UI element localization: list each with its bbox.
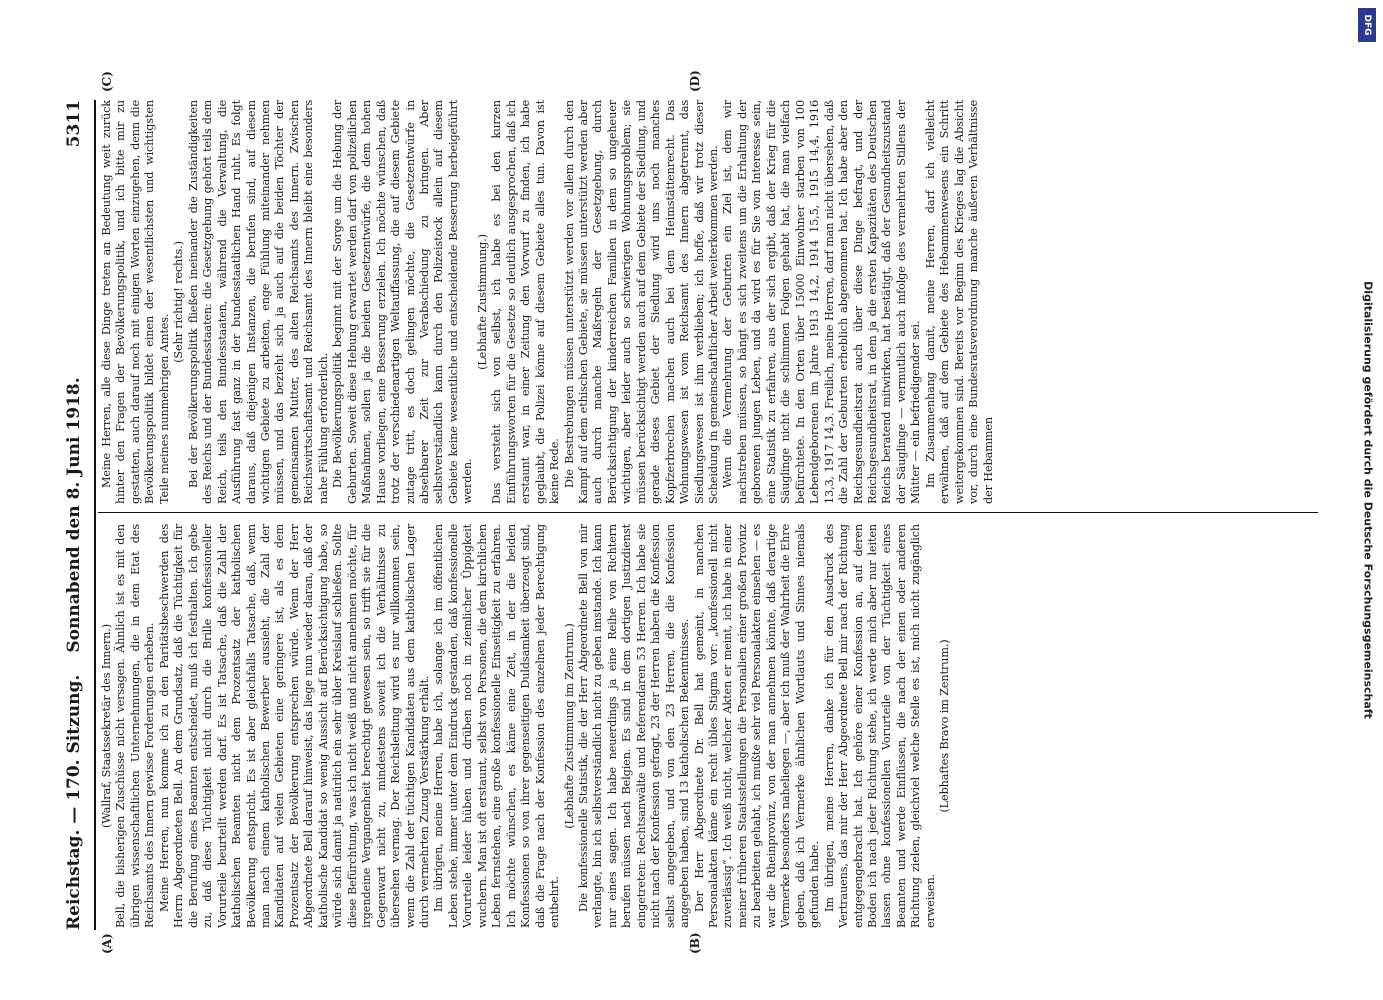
paragraph: (Wallraf, Staatssekretär des Innern.)	[100, 624, 113, 828]
paragraph: Im Zusammenhang damit, meine Herren, darf ich vielleicht erwähnen, daß auf dem Gebiete des Hebammenwesens ein Schritt weitergekommen sind. Bereits vor Beginn des Krieges lag die Absicht vor, durch eine Bundesratsverordnung manche äußeren Verhältnisse der Hebammen	[923, 100, 995, 504]
paragraph: Die Bevölkerungspolitik beginnt mit der Sorge um die Hebung der Geburten. Soweit diese Hebung erwartet werden darf von polizeilichen Maßnahmen, sollen ja die beiden Gesetzentwürfe, die dem hohen Hause vorliegen, eine Besserung erzielen. Ich möchte wünschen, daß trotz der verschiedenartigen Weltauffassung, die auf diesem Gebiete zutage tritt, es doch gelingen möchte, die Gesetzentwürfe in absehbarer Zeit zur Verabschiedung zu bringen. Aber selbstverständlich kann durch den Polizeistock allein auf diesem Gebiete keine wesentliche und entscheidende Besserung herbeigeführt werden.	[331, 100, 475, 504]
paragraph: (Lebhaftes Bravo im Zentrum.)	[938, 639, 952, 813]
paragraph: Bei der Bevölkerungspolitik fließen ineinander die Zuständigkeiten des Reichs und der Bundesstaaten: die Gesetzgebung gehört teils dem Reich, teils den Bundesstaaten, während die Verwaltung, die Ausführung fast ganz in der bundesstaatlichen Hand ruht. Es folgt daraus, daß diejenigen Instanzen, die berufen sind, auf diesem wichtigen Gebiete zu arbeiten, enge Fühlung miteinander nehmen müssen, und das bezieht sich ja auch auf die beiden Töchter der gemeinsamen Mutter, des alten Reichsamts des Innern. Zwischen Reichswirtschaftsamt und Reichsamt des Innern bleibt eine besonders nahe Fühlung erforderlich.	[186, 100, 330, 504]
paragraph: (Lebhafte Zustimmung.)	[475, 234, 489, 370]
left-column	[100, 524, 953, 928]
margin-marker-b: (B)	[688, 932, 702, 954]
margin-marker-d: (D)	[688, 70, 702, 92]
header-date: Sonnabend den 8. Juni 1918.	[64, 377, 84, 653]
paragraph: Wenn die Vermehrung der Geburten ein Ziel ist, dem wir nachstreben müssen, so hängt es sich zweitens um die Erhaltung der geborenen jungen Leben, und da wird es für Sie von Interesse sein, eine Statistik zu erfahren, aus der sich ergibt, daß der Krieg für die Säuglinge nicht die schlimmen Folgen gehabt hat, die man vielfach befürchtete. In den Orten über 15000 Einwohner starben von 100 Lebendgeborenen im Jahre 1913 14,2, 1914 15,5, 1915 14,4, 1916 13,3, 1917 14,3. Freilich, meine Herren, darf man nicht übersehen, daß die Zahl der Geburten erheblich abgenommen hat. Ich habe aber den Reichsgesundheitsrat auch über diese Dinge befragt, und der Reichsgesundheitsrat, in dem ja die ersten Kapazitäten des Deutschen Reichs beratend mitwirken, hat bestätigt, daß der Gesundheitszustand der Säuglinge — vermutlich auch infolge des vermehrten Stillens der Mütter — ein befriedigender sei.	[721, 100, 923, 504]
page-number: 5311	[64, 100, 84, 148]
header-rule	[94, 100, 96, 930]
right-column	[100, 100, 996, 504]
page-header	[64, 100, 94, 930]
paragraph: Im übrigen, meine Herren, habe ich, solange ich im öffentlichen Leben stehe, immer unter dem Eindruck gestanden, daß konfessionelle Vorurteile leider hüben und drüben noch in ziemlicher Üppigkeit wuchern. Man ist oft erstaunt, selbst von Personen, die dem kirchlichen Leben fernstehen, eine große konfessionelle Einseitigkeit zu erfahren. Ich möchte wünschen, es käme eine Zeit, in der die beiden Konfessionen so von ihrer gegenseitigen Duldsamkeit überzeugt sind, daß die Frage nach der Konfession des einzelnen jeder Berechtigung entbehrt.	[432, 524, 562, 928]
paragraph: Die konfessionelle Statistik, die der Herr Abgeordnete Bell von mir verlangte, bin ich selbstverständlich nicht zu geben imstande. Ich kann nur eines sagen. Ich habe neuerdings ja eine Reihe von Richtern berufen müssen nach Belgien. Es sind in dem dortigen Justizdienst eingetreten: Rechtsanwälte und Referendaren 53 Herren. Ich habe sie nicht nach der Konfession gefragt, 23 der Herren haben die Konfession selbst angegeben, und von den 23 Herren, die die Konfession angegeben haben, sind 13 katholischen Bekenntnisses.	[576, 524, 692, 928]
margin-marker-a: (A)	[100, 933, 114, 954]
column-divider	[98, 512, 1318, 513]
paragraph: Meine Herren, alle diese Dinge treten an Bedeutung weit zurück hinter den Fragen der Bevölkerungspolitik, und ich bitte mir zu gestatten, auch darauf noch mit einigen Worten einzugehen, denn die Bevölkerungspolitik bildet einen der wesentlichsten und wichtigsten Teile meines nunmehrigen Amtes.	[100, 100, 171, 504]
paragraph: Im übrigen, meine Herren, danke ich für den Ausdruck des Vertrauens, das mir der Herr Abgeordnete Bell mir nach der Richtung entgegengebracht hat. Ich gehöre einer Konfession an, auf deren Boden ich nach jeder Richtung stehe, ich werde mich aber nur leiten lassen ohne konfessionellen Vorurteile von der Tüchtigkeit eines Beamten und werde Einflüssen, die nach der einen oder anderen Richtung zielen, gleichviel welche Stelle es ist, mich nicht zugänglich erweisen.	[822, 524, 937, 928]
dfg-logo: DFG	[1358, 8, 1376, 42]
paragraph: Bell, die bisherigen Zuschüsse nicht versagen. Ähnlich ist es mit den übrigen wissenschaftlichen Unternehmungen, die in dem Etat des Reichsamts des Innern gewisse Forderungen erheben.	[114, 524, 157, 928]
paragraph: (Sehr richtig! rechts.)	[172, 241, 186, 363]
paragraph: Das versteht sich von selbst, ich habe es bei den kurzen Einführungsworten für die Gesetze so deutlich ausgesprochen, daß ich erstaunt war, in einer Zeitung den Vorwurf zu finden, ich habe geglaubt, die Polizei könne auf diesem Gebiete alles tun. Davon ist keine Rede.	[490, 100, 562, 504]
paragraph: Meine Herren, nun komme ich zu den Paritätsbeschwerden des Herrn Abgeordneten Bell. An dem Grundsatz, daß die Tüchtigkeit für die Berufung eines Beamten entscheidet, muß ich festhalten. Ich gebe zu, daß diese Tüchtigkeit nicht durch die Brille konfessioneller Vorurteile beurteilt werden darf. Es ist Tatsache, daß die Zahl der katholischen Beamten nicht dem Prozentsatz der katholischen Bevölkerung entspricht. Es ist aber gleichfalls Tatsache, daß, wenn man nach einem katholischen Bewerber aussieht, die Zahl der Kandidaten auf vielen Gebieten eine geringere ist, als es dem Prozentsatz der Bevölkerung entsprechen würde. Wenn der Herr Abgeordnete Bell darauf hinweist, das liege nun wieder daran, daß der katholische Kandidat so wenig Aussicht auf Berücksichtigung habe, so würde sich damit ja natürlich ein sehr übler Kreislauf schließen. Sollte diese Befürchtung, was ich nicht weiß und nicht annehmen möchte, für irgendeine Vergangenheit berechtigt gewesen sein, so trifft sie für die Gegenwart nicht zu, mindestens soweit ich die Verhältnisse zu übersehen vermag. Der Reichsleitung wird es nur willkommen sein, wenn die Zahl der tüchtigen Kandidaten aus dem katholischen Lager durch vermehrten Zuzug Verstärkung erhält.	[157, 524, 431, 928]
paragraph: (Lebhafte Zustimmung im Zentrum.)	[562, 623, 576, 829]
paragraph: Die Bestrebungen müssen unterstützt werden vor allem durch den Kampf auf dem ethischen Gebiete, sie müssen unterstützt werden aber auch durch manche Maßregeln der Gesetzgebung, durch Berücksichtigung der kinderreichen Familien in dem so ungeheuer wichtigen, aber leider auch so schwierigen Wohnungsproblem; sie müssen berücksichtigt werden auch auf dem Gebiete der Siedlung, und gerade dieses Gebiet der Siedlung wird uns noch manches Kopfzerbrechen machen auch bei dem Heimstättenrecht. Das Wohnungswesen ist vom Reichsamt des Innern abgetrennt, das Siedlungswesen ist ihm verblieben; ich hoffe, daß wir trotz dieser Scheidung in gemeinschaftlicher Arbeit weiterkommen werden.	[562, 100, 721, 504]
margin-marker-c: (C)	[100, 71, 114, 92]
paragraph: Der Herr Abgeordnete Dr. Bell hat gemeint, in manchen Personalakten käme ein recht übles Stigma vor: „konfessionell nicht zuverlässig“. Ich weiß nicht, welcher Akten er meint, ich habe in einer meiner früheren Staatsstellungen die Personalien einer großen Provinz zu bearbeiten gehabt, ich mußte sehr viel Personalakten einsehen — es war die Rheinprovinz, von der man annehmen könnte, daß derartige Vermerke besonders naheliegen —, aber ich muß der Wahrheit die Ehre geben, daß ich Vermerke ähnlichen Wortlauts und Sinnes niemals gefunden habe.	[692, 524, 822, 928]
header-left: Reichstag. — 170. Sitzung.	[64, 674, 84, 930]
digitization-credit: Digitalisierung gefördert durch die Deutsche Forschungsgemeinschaft	[1361, 281, 1375, 719]
